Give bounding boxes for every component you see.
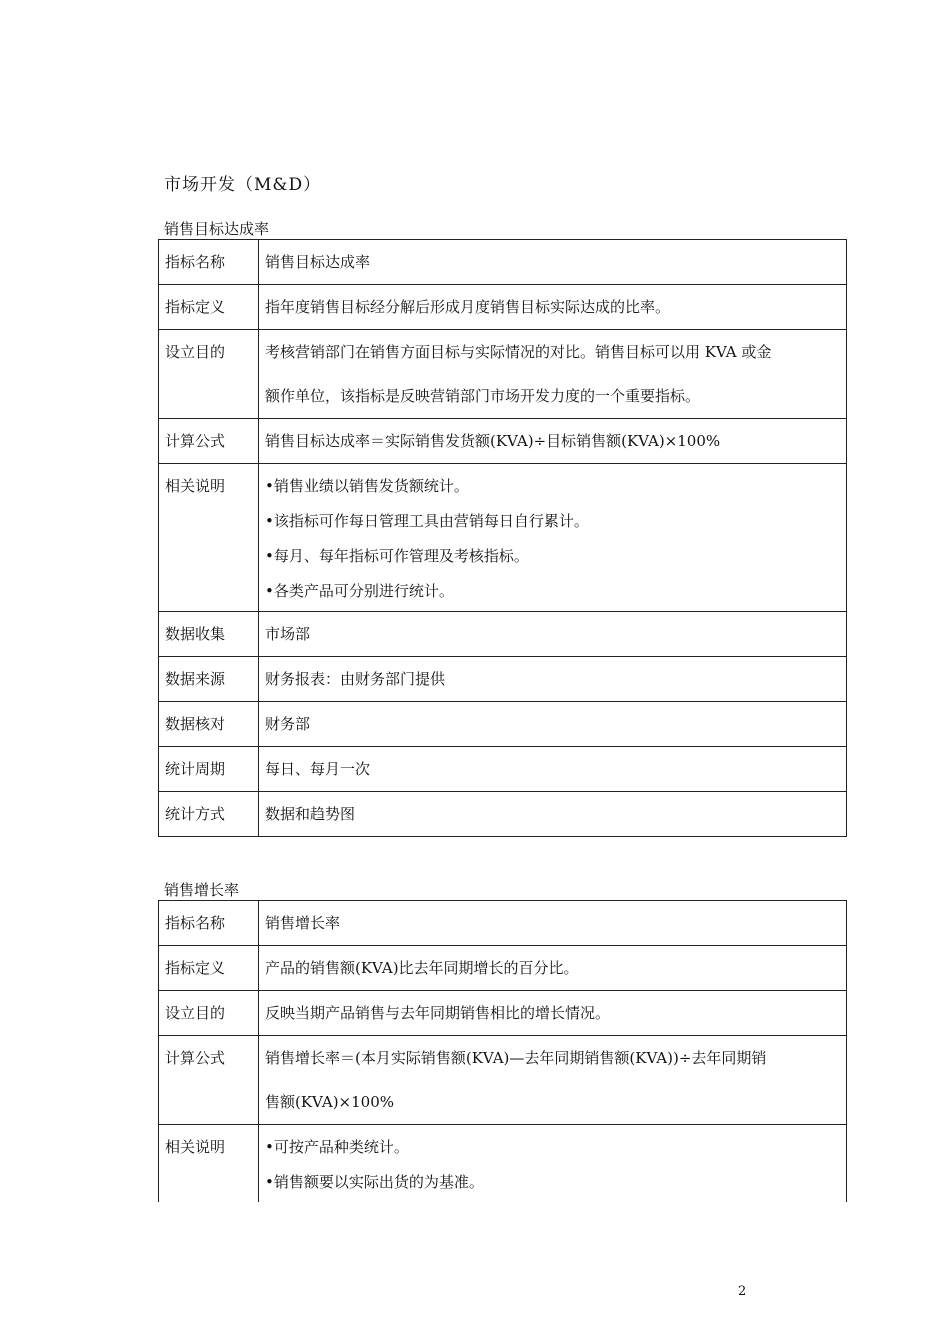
row-key: 数据核对 <box>159 702 259 747</box>
note-item: •销售额要以实际出货的为基准。 <box>265 1173 484 1191</box>
row-key: 设立目的 <box>159 991 259 1036</box>
note-item: •每月、每年指标可作管理及考核指标。 <box>265 547 529 565</box>
table-row <box>159 464 847 612</box>
row-key: 指标名称 <box>159 240 259 285</box>
row-key: 指标定义 <box>159 946 259 991</box>
row-notes <box>259 464 847 612</box>
note-item: •各类产品可分别进行统计。 <box>265 582 454 600</box>
row-value: 指年度销售目标经分解后形成月度销售目标实际达成的比率。 <box>259 285 847 330</box>
table-row <box>159 240 847 285</box>
table-row <box>159 1125 847 1203</box>
table-row <box>159 330 847 419</box>
row-value <box>259 330 847 419</box>
row-value: 财务部 <box>259 702 847 747</box>
value-line: 额作单位，该指标是反映营销部门市场开发力度的一个重要指标。 <box>265 387 701 405</box>
row-key: 数据来源 <box>159 657 259 702</box>
table-row <box>159 285 847 330</box>
row-key: 相关说明 <box>159 1125 259 1203</box>
row-key: 相关说明 <box>159 464 259 612</box>
row-key: 指标名称 <box>159 901 259 946</box>
row-key: 计算公式 <box>159 419 259 464</box>
section-title: 市场开发（M&D） <box>164 175 322 195</box>
table-row <box>159 419 847 464</box>
row-value: 反映当期产品销售与去年同期销售相比的增长情况。 <box>259 991 847 1036</box>
table-caption: 销售目标达成率 <box>164 220 270 238</box>
row-value: 销售增长率 <box>259 901 847 946</box>
table-caption: 销售增长率 <box>164 881 240 899</box>
table-row <box>159 901 847 946</box>
note-item: •可按产品种类统计。 <box>265 1138 409 1156</box>
note-item: •该指标可作每日管理工具由营销每日自行累计。 <box>265 512 589 530</box>
row-value: 数据和趋势图 <box>259 792 847 837</box>
value-line: 销售增长率＝(本月实际销售额(KVA)—去年同期销售额(KVA))÷去年同期销 <box>265 1049 767 1067</box>
row-value: 市场部 <box>259 612 847 657</box>
row-key: 数据收集 <box>159 612 259 657</box>
table-row <box>159 991 847 1036</box>
row-value: 销售目标达成率 <box>259 240 847 285</box>
note-item: •销售业绩以销售发货额统计。 <box>265 477 469 495</box>
row-value: 产品的销售额(KVA)比去年同期增长的百分比。 <box>259 946 847 991</box>
row-notes <box>259 1125 847 1203</box>
row-value <box>259 1036 847 1125</box>
value-line: 考核营销部门在销售方面目标与实际情况的对比。销售目标可以用 KVA 或金 <box>265 343 772 361</box>
row-key: 计算公式 <box>159 1036 259 1125</box>
kpi-table-sales-growth <box>158 900 847 1202</box>
row-value: 每日、每月一次 <box>259 747 847 792</box>
table-row <box>159 702 847 747</box>
row-key: 指标定义 <box>159 285 259 330</box>
table-row <box>159 747 847 792</box>
table-row <box>159 612 847 657</box>
table-row <box>159 792 847 837</box>
page-number: 2 <box>738 1284 747 1299</box>
row-value: 财务报表：由财务部门提供 <box>259 657 847 702</box>
table-row <box>159 946 847 991</box>
value-line: 售额(KVA)×100% <box>265 1093 395 1111</box>
row-value: 销售目标达成率＝实际销售发货额(KVA)÷目标销售额(KVA)×100% <box>259 419 847 464</box>
row-key: 统计周期 <box>159 747 259 792</box>
table-row <box>159 657 847 702</box>
row-key: 设立目的 <box>159 330 259 419</box>
kpi-table-sales-target <box>158 239 847 837</box>
table-row <box>159 1036 847 1125</box>
row-key: 统计方式 <box>159 792 259 837</box>
